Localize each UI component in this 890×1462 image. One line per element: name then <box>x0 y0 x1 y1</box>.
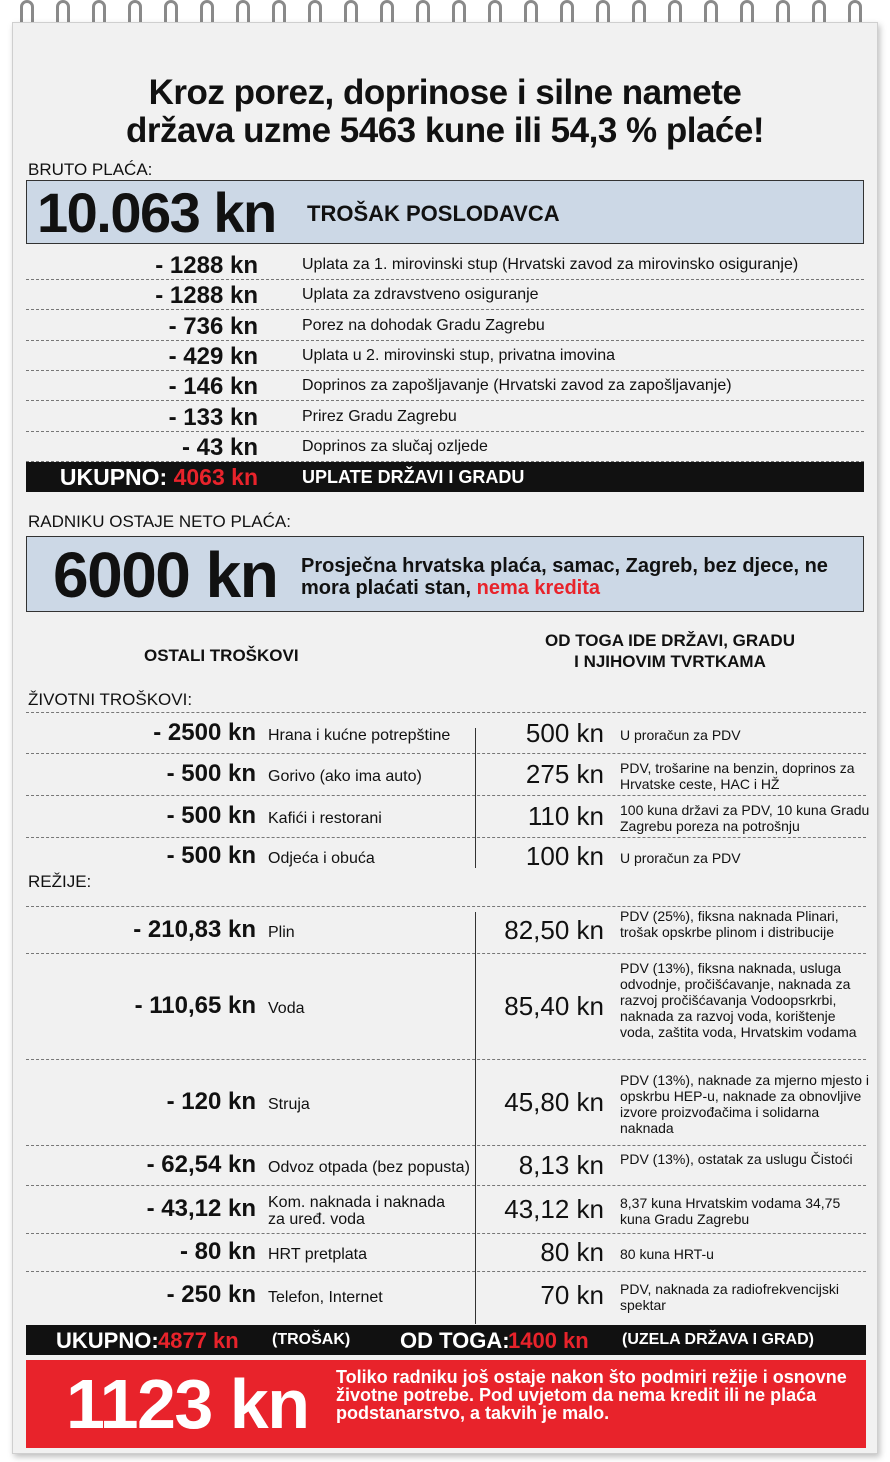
living-label: ŽIVOTNI TROŠKOVI: <box>28 690 193 709</box>
state-share-amount: 70 kn <box>540 1280 604 1310</box>
state-share-amount: 82,50 kn <box>504 915 604 945</box>
deduction-description: Porez na dohodak Gradu Zagrebu <box>302 316 545 334</box>
headline-line-1: Kroz porez, doprinose i silne namete <box>148 73 742 112</box>
state-share-note: 100 kuna državi za PDV, 10 kuna Gradu Zagrebu poreza na potrošnju <box>620 802 870 834</box>
state-share-note: PDV (25%), fiksna naknada Plinari, trošak opskrbe plinom i distribucije <box>620 908 839 940</box>
sum-state-label: OD TOGA: <box>400 1328 510 1353</box>
net-description <box>301 555 861 599</box>
final-box <box>26 1360 866 1448</box>
headline <box>40 74 850 150</box>
col-header-state <box>520 630 820 672</box>
deduction-row <box>26 250 864 280</box>
state-share-amount: 45,80 kn <box>504 1087 604 1117</box>
cost-description: Gorivo (ako ima auto) <box>268 767 422 785</box>
utility-cost-row <box>26 1234 866 1272</box>
utility-cost-row <box>26 1186 866 1234</box>
total-bar <box>26 462 864 492</box>
living-cost-row <box>26 714 866 754</box>
net-desc-red: nema kredita <box>476 577 601 599</box>
deduction-amount: - 146 kn <box>168 373 258 401</box>
utility-cost-row <box>26 1060 869 1146</box>
sum-state-note: (UZELA DRŽAVA I GRAD) <box>622 1331 814 1348</box>
cost-amount: - 500 kn <box>166 802 256 829</box>
deduction-row <box>26 402 864 432</box>
utility-cost-row <box>26 954 866 1060</box>
deduction-description: Doprinos za zapošljavanje (Hrvatski zavod za zapošljavanje) <box>302 377 732 395</box>
state-share-amount: 43,12 kn <box>504 1194 604 1224</box>
cost-amount: - 250 kn <box>166 1281 256 1308</box>
state-share-amount: 100 kn <box>525 841 604 871</box>
group-divider <box>26 906 866 907</box>
sum-bar <box>26 1325 866 1355</box>
living-cost-row <box>26 754 866 796</box>
cost-amount: - 43,12 kn <box>146 1195 256 1222</box>
deduction-amount: - 736 kn <box>168 312 258 340</box>
total-wrap <box>60 464 258 491</box>
deduction-description: Uplata za 1. mirovinski stup (Hrvatski zavod za mirovinsko osiguranje) <box>302 256 799 273</box>
state-share-note: PDV, trošarine na benzin, doprinos za Hrvatske ceste, HAC i HŽ <box>620 760 855 792</box>
col-header-state-2: I NJIHOVIM TVRTKAMA <box>574 652 766 671</box>
cost-description: Hrana i kućne potrepštine <box>268 726 451 744</box>
cost-description: Voda <box>268 999 305 1017</box>
col-header-costs: OSTALI TROŠKOVI <box>144 646 299 665</box>
state-share-amount: 85,40 kn <box>504 991 604 1021</box>
cost-description: Odvoz otpada (bez popusta) <box>268 1158 470 1176</box>
utilities-label: REŽIJE: <box>28 872 92 891</box>
gross-label: BRUTO PLAĆA: <box>28 160 153 179</box>
cost-description: Struja <box>268 1095 310 1113</box>
state-share-note: PDV (13%), naknade za mjerno mjesto i opskrbu HEP-u, naknade za obnovljive izvore proizvođačima i solidarna naknada <box>620 1072 869 1136</box>
deduction-row <box>26 311 864 341</box>
sum-label: UKUPNO: <box>56 1328 159 1353</box>
cost-amount: - 210,83 kn <box>133 916 256 943</box>
state-share-note: 8,37 kuna Hrvatskim vodama 34,75 kuna Gradu Zagrebu <box>620 1195 841 1227</box>
cost-description: Kom. naknada i naknada za uređ. voda <box>268 1194 446 1228</box>
state-share-note: PDV, naknada za radiofrekvencijski spektar <box>620 1281 839 1313</box>
state-share-amount: 275 kn <box>525 759 604 789</box>
cost-amount: - 2500 kn <box>153 719 256 746</box>
utility-cost-row <box>26 908 866 954</box>
deduction-amount: - 1288 kn <box>155 282 258 310</box>
sum-note: (TROŠAK) <box>272 1331 351 1348</box>
deduction-row <box>26 280 864 310</box>
total-amount: 4063 kn <box>173 464 258 490</box>
state-share-note: 80 kuna HRT-u <box>620 1246 714 1262</box>
total-caption: UPLATE DRŽAVI I GRADU <box>302 467 525 487</box>
net-amount: 6000 kn <box>53 539 278 611</box>
deduction-amount: - 43 kn <box>181 433 258 461</box>
final-text: Toliko radniku još ostaje nakon što podmiri režije i osnovne životne potrebe. Pod uvjetom da nema kredit ili ne plaća podstanarstvo, a takvih je malo. <box>336 1367 847 1423</box>
state-share-amount: 80 kn <box>540 1237 604 1267</box>
utility-cost-row <box>26 1272 866 1320</box>
deduction-row <box>26 371 864 401</box>
state-share-note: U proračun za PDV <box>620 850 741 866</box>
net-box <box>26 536 864 612</box>
utility-cost-row <box>26 1146 866 1186</box>
cost-description: Kafići i restorani <box>268 809 382 827</box>
net-label: RADNIKU OSTAJE NETO PLAĆA: <box>28 512 291 531</box>
sum-state-amount: 1400 kn <box>508 1328 589 1353</box>
gross-amount: 10.063 kn <box>37 181 276 244</box>
cost-amount: - 120 kn <box>166 1088 256 1115</box>
deduction-row <box>26 341 864 371</box>
deduction-amount: - 1288 kn <box>155 252 258 279</box>
cost-amount: - 110,65 kn <box>134 992 256 1019</box>
state-share-amount: 500 kn <box>525 718 604 748</box>
final-amount: 1123 kn <box>66 1365 309 1443</box>
cost-amount: - 500 kn <box>166 760 256 787</box>
cost-description: Telefon, Internet <box>268 1288 383 1306</box>
state-share-amount: 110 kn <box>527 801 604 831</box>
total-label: UKUPNO: <box>59 464 168 490</box>
deduction-amount: - 133 kn <box>168 403 258 431</box>
net-desc-text: Prosječna hrvatska plaća, samac, Zagreb, bez djece, ne mora plaćati stan, <box>301 555 828 599</box>
cost-description: HRT pretplata <box>268 1245 368 1263</box>
deduction-description: Uplata u 2. mirovinski stup, privatna imovina <box>302 346 616 364</box>
state-share-note: U proračun za PDV <box>620 727 741 743</box>
cost-amount: - 500 kn <box>166 842 256 869</box>
headline-line-2: država uzme 5463 kune ili 54,3 % plaće! <box>125 111 765 150</box>
cost-description: Odjeća i obuća <box>268 849 375 867</box>
deduction-description: Uplata za zdravstveno osiguranje <box>302 286 539 304</box>
sum-amount: 4877 kn <box>158 1328 239 1353</box>
living-cost-row <box>26 796 870 838</box>
state-share-note: PDV (13%), fiksna naknada, usluga odvodnje, pročišćavanje, naknada za razvoj pročišćavanja Vodoopsrkrbi, naknada za razvoj voda, korištenje voda, zaštita voda, Hrvatskim vodama <box>620 960 857 1040</box>
state-share-amount: 8,13 kn <box>518 1150 604 1180</box>
gross-caption: TROŠAK POSLODAVCA <box>307 201 560 226</box>
deduction-row <box>26 432 864 462</box>
cost-amount: - 62,54 kn <box>146 1151 256 1178</box>
deduction-description: Doprinos za slučaj ozljede <box>302 437 488 455</box>
living-cost-row <box>26 838 866 876</box>
col-header-state-1: OD TOGA IDE DRŽAVI, GRADU <box>545 631 795 650</box>
cost-description: Plin <box>268 923 295 941</box>
gross-box <box>26 180 864 244</box>
deduction-description: Prirez Gradu Zagrebu <box>302 407 457 425</box>
cost-amount: - 80 kn <box>179 1238 256 1265</box>
group-divider <box>26 712 866 713</box>
deduction-amount: - 429 kn <box>168 342 258 370</box>
state-share-note: PDV (13%), ostatak za uslugu Čistoći <box>620 1151 853 1167</box>
